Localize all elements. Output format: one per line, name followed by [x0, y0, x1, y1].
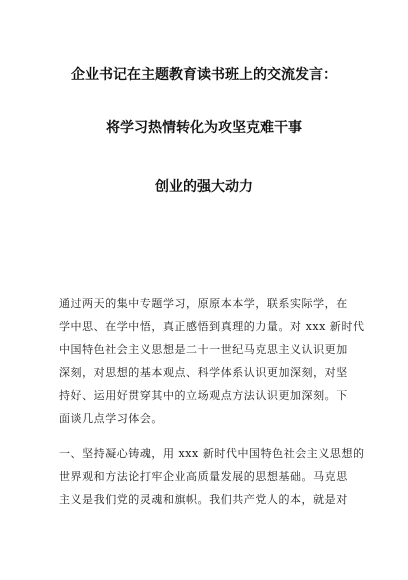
paragraph-1-line: 学中思、在学中悟，真正感悟到真理的力量。对 xxx 新时代: [59, 320, 365, 333]
document-title-line-3: 创业的强大动力: [155, 179, 253, 195]
document-title-line-1: 企业书记在主题教育读书班上的交流发言：: [71, 67, 337, 83]
paragraph-1-line: 持好、运用好贯穿其中的立场观点方法认识更加深刻。下: [59, 389, 348, 402]
document-title-line-2: 将学习热情转化为攻坚克难干事: [106, 120, 302, 136]
paragraph-2-line: 主义是我们党的灵魂和旗帜。我们共产党人的本，就是对: [59, 493, 348, 506]
paragraph-2-line: 一、坚持凝心铸魂，用 xxx 新时代中国特色社会主义思想的: [59, 447, 365, 460]
paragraph-1-line: 面谈几点学习体会。: [59, 412, 163, 425]
paragraph-1-line: 深刻，对思想的基本观点、科学体系认识更加深刻，对坚: [59, 366, 348, 379]
paragraph-1-line: 中国特色社会主义思想是二十一世纪马克思主义认识更加: [59, 343, 348, 356]
paragraph-1-line: 通过两天的集中专题学习，原原本本学，联系实际学，在: [59, 297, 348, 310]
paragraph-2-line: 世界观和方法论打牢企业高质量发展的思想基础。马克思: [59, 470, 348, 483]
